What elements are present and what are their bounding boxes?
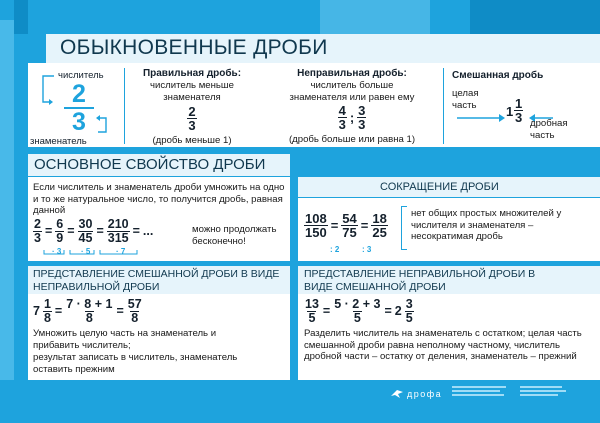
big-fraction [64,82,94,134]
multiplier: · 7 [116,247,126,256]
chain-fraction: $\frac{6}{9}$ [56,217,64,245]
whole-number: 2 [394,304,402,318]
chain-fraction: $\frac{108}{150}$ [305,211,327,240]
fraction: $\frac{7 \cdot 8 + 1}{8}$ [66,297,113,325]
denominator-arrow [94,106,110,136]
arrow-icon [456,113,506,123]
mixed-whole: 1 [506,104,514,119]
fraction: $\frac{5 \cdot 2 + 3}{5}$ [334,297,381,325]
improper-fraction-1: $\frac{4}{3}$ [338,103,346,132]
equals-sign: = [360,218,369,233]
proper-note: (дробь меньше 1) [152,135,232,146]
whole-part-label: целая часть [452,88,479,111]
arrow-icon [94,106,110,136]
fraction: $\frac{57}{8}$ [127,297,142,325]
chain-fraction: $\frac{30}{45}$ [78,217,93,245]
multiplier-brackets [42,244,152,262]
property-chain [33,218,153,244]
improper-note: (дробь больше или равна 1) [288,134,416,145]
fraction: $\frac{1}{8}$ [43,297,51,325]
divisor: : 3 [362,245,372,254]
proper-heading: Правильная дробь: [142,68,242,79]
proper-description: числитель меньше знаменателя [150,80,234,103]
improper-to-mixed-heading: ПРЕДСТАВЛЕНИЕ НЕПРАВИЛЬНОЙ ДРОБИ В ВИДЕ СМЕШАННОЙ ДРОБИ [304,268,536,293]
denominator-label: знаменатель [30,136,87,147]
chain-fraction: $\frac{18}{25}$ [372,211,387,240]
fraction: $\frac{3}{5}$ [405,297,413,325]
whole-part-arrow [456,110,506,128]
big-fraction-numerator: 2 [72,80,86,108]
equals-sign: = [116,304,124,318]
reduction-chain [304,212,388,239]
decor-strip-left [0,20,14,380]
publisher-logo [390,388,442,400]
chain-fraction: $\frac{210}{315}$ [107,217,129,245]
equals-sign: = [54,304,63,318]
divider [124,68,125,144]
improper-heading: Неправильная дробь: [297,68,407,79]
improper-to-mixed-equation [304,298,414,324]
mixed-to-improper-text-2: результат записать в числитель, знаменатель оставить прежним [33,352,238,375]
decor-block-top-right [470,0,600,34]
numerator-arrow [40,72,56,106]
improper-to-mixed-text: Разделить числитель на знаменатель с остатком; целая часть смешанной дроби равна неполному частному, числитель дробной части – остатку от деления, знаменатель – прежний [304,328,582,362]
publisher-name: дрофа [407,389,443,399]
fraction-part-label: дробная часть [530,118,568,141]
equals-sign: = [322,304,331,318]
equals-sign: = [384,304,392,318]
equals-sign: = [132,224,140,238]
property-text: Если числитель и знаменатель дроби умножить на одно и то же натуральное число, то получится дробь, равная данной [33,182,285,216]
mixed-to-improper-equation [33,298,143,324]
equals-sign: = [96,224,104,238]
footer-fineprint [520,384,568,404]
improper-description: числитель больше знаменателя или равен ему [289,80,415,103]
multiplier: · 3 [52,247,62,256]
bird-icon [390,388,404,400]
chain-fraction: $\frac{2}{3}$ [34,217,41,245]
proper-fraction: $\frac{2}{3}$ [188,104,196,133]
improper-fraction-2: $\frac{3}{3}$ [358,103,366,132]
whole-number: 7 [33,304,40,318]
mixed-to-improper-heading: ПРЕДСТАВЛЕНИЕ СМЕШАННОЙ ДРОБИ В ВИДЕ НЕПРАВИЛЬНОЙ ДРОБИ [33,268,280,293]
big-fraction-denominator: 3 [72,108,86,136]
separator: ; [349,110,355,125]
equals-sign: = [44,224,53,238]
numerator-label: числитель [58,70,104,81]
divisor: : 2 [330,245,340,254]
improper-fraction-block [272,68,432,146]
divider [443,68,444,144]
mixed-heading: Смешанная дробь [452,70,544,81]
property-note: можно продолжать бесконечно! [192,224,277,247]
equals-sign: = [330,218,339,233]
multiplier: · 5 [81,247,91,256]
page-title: ОБЫКНОВЕННЫЕ ДРОБИ [60,36,328,59]
chain-fraction: $\frac{54}{75}$ [342,211,357,240]
reduction-note: нет общих простых множителей у числителя и знаменателя – несократимая дробь [411,208,562,242]
mixed-fraction: $\frac{1}{3}$ [515,96,523,125]
reduction-heading: СОКРАЩЕНИЕ ДРОБИ [380,181,499,193]
proper-fraction-block [128,68,256,147]
fraction: $\frac{13}{5}$ [305,297,319,325]
property-heading: ОСНОВНОЕ СВОЙСТВО ДРОБИ [34,156,266,173]
decor-block-top [320,0,430,34]
arrow-icon [40,72,56,106]
footer-fineprint [452,384,508,404]
ellipsis: ... [142,224,154,238]
bracket-icon [401,206,407,250]
equals-sign: = [67,224,75,238]
decor-block-top-left [14,0,28,34]
mixed-to-improper-text-1: Умножить целую часть на знаменатель и прибавить числитель; [33,328,217,351]
